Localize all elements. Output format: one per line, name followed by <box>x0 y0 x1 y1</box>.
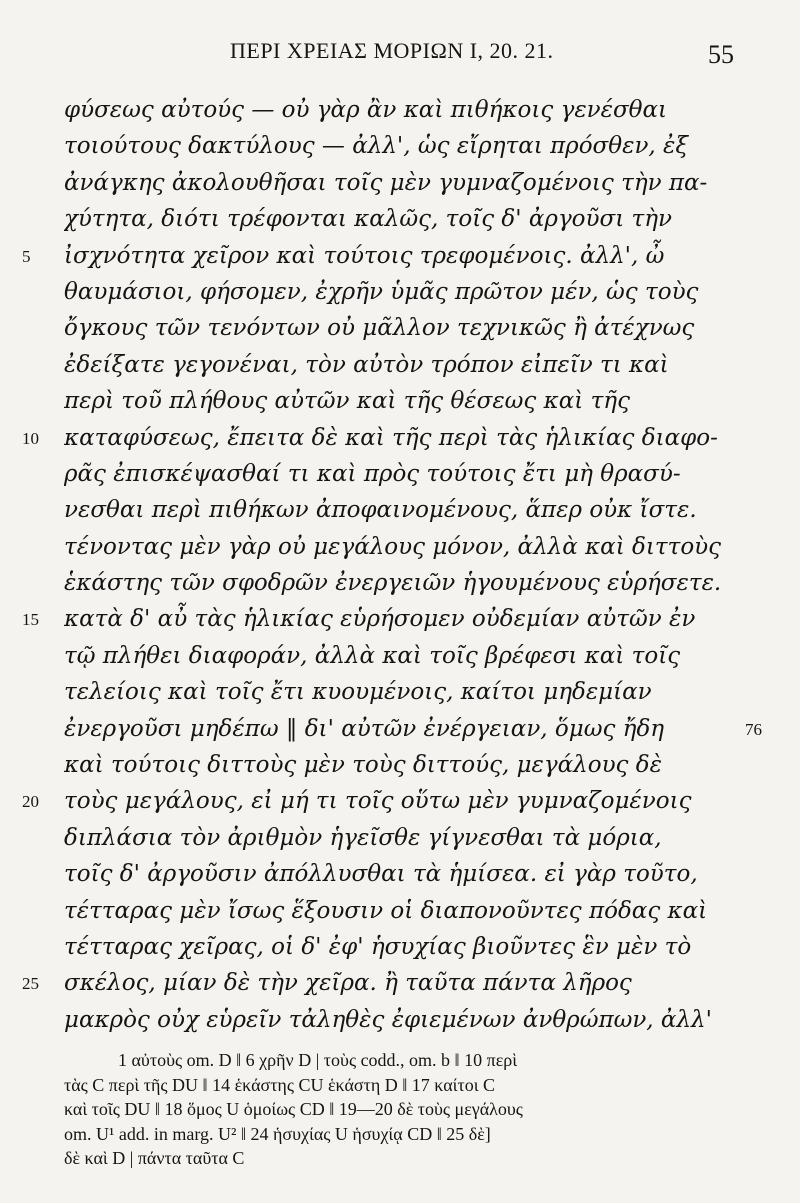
footnote-line <box>0 1073 800 1098</box>
text-line <box>0 893 800 929</box>
footnote-line <box>0 1048 800 1073</box>
line-text: ἀνάγκης ἀκολουθῆσαι τοῖς μὲν γυμναζομένοις τὴν πα- <box>64 169 708 196</box>
text-line <box>0 929 800 965</box>
text-line <box>0 492 800 528</box>
text-line <box>0 747 800 783</box>
line-text: ἑκάστης τῶν σφοδρῶν ἐνεργειῶν ἡγουμένους εὑρήσετε. <box>64 570 722 597</box>
text-line <box>0 529 800 565</box>
line-text: τέτταρας μὲν ἴσως ἕξουσιν οἱ διαπονοῦντες πόδας καὶ <box>64 897 708 924</box>
text-line <box>0 674 800 710</box>
line-number: 15 <box>22 610 39 630</box>
margin-reference: 76 <box>745 719 762 739</box>
line-text: τοὺς μεγάλους, εἰ μή τι τοῖς οὕτω μὲν γυμναζομένοις <box>64 788 692 815</box>
footnote-text: δὲ καὶ D | πάντα ταῦτα C <box>64 1148 245 1168</box>
line-text: τοῖς δ' ἀργοῦσιν ἀπόλλυσθαι τὰ ἡμίσεα. εἰ γὰρ τοῦτο, <box>64 861 698 888</box>
critical-apparatus <box>0 1048 800 1171</box>
footnote-text: τὰς C περὶ τῆς DU ‖ 14 ἑκάστης CU ἑκάστη D ‖ 17 καίτοι C <box>64 1074 496 1095</box>
line-number: 5 <box>22 246 31 266</box>
footnote-text: om. U¹ add. in marg. U² ‖ 24 ἡσυχίας U ἡσυχίᾳ CD ‖ 25 δὲ] <box>64 1123 491 1144</box>
text-line <box>0 711 800 747</box>
line-text: κατὰ δ' αὖ τὰς ἡλικίας εὑρήσομεν οὐδεμίαν αὐτῶν ἐν <box>64 606 696 633</box>
line-text: διπλάσια τὸν ἀριθμὸν ἡγεῖσθε γίγνεσθαι τὰ μόρια, <box>64 824 662 851</box>
text-line <box>0 420 800 456</box>
line-text: τελείοις καὶ τοῖς ἔτι κυουμένοις, καίτοι μηδεμίαν <box>64 679 652 706</box>
line-number: 25 <box>22 974 39 994</box>
line-text: τένοντας μὲν γὰρ οὐ μεγάλους μόνον, ἀλλὰ καὶ διττοὺς <box>64 533 722 560</box>
footnote-line <box>0 1122 800 1147</box>
text-line <box>0 601 800 637</box>
line-number: 10 <box>22 428 39 448</box>
text-line <box>0 310 800 346</box>
text-line <box>0 238 800 274</box>
line-text: ρᾶς ἐπισκέψασθαί τι καὶ πρὸς τούτοις ἔτι μὴ θρασύ- <box>64 460 681 487</box>
line-text: ἐνεργοῦσι μηδέπω ‖ δι' αὐτῶν ἐνέργειαν, ὅμως ἤδη <box>64 715 665 742</box>
line-text: καταφύσεως, ἔπειτα δὲ καὶ τῆς περὶ τὰς ἡλικίας διαφο- <box>64 424 718 451</box>
line-text: καὶ τούτοις διττοὺς μὲν τοὺς διττούς, μεγάλους δὲ <box>64 752 662 779</box>
line-text: φύσεως αὐτούς — οὐ γὰρ ἂν καὶ πιθήκοις γενέσθαι <box>64 97 668 123</box>
line-text: χύτητα, διότι τρέφονται καλῶς, τοῖς δ' ἀργοῦσι τὴν <box>64 206 673 233</box>
line-text: ἰσχνότητα χεῖρον καὶ τούτοις τρεφομένοις. ἀλλ', ὦ <box>64 242 665 269</box>
footnote-line <box>0 1097 800 1122</box>
footnote-text: 1 αὐτοὺς om. D ‖ 6 χρῆν D | τοὺς codd., om. b ‖ 10 περὶ <box>118 1050 518 1070</box>
text-line <box>0 383 800 419</box>
line-text: σκέλος, μίαν δὲ τὴν χεῖρα. ἢ ταῦτα πάντα λῆρος <box>64 970 632 997</box>
footnote-line <box>0 1146 800 1171</box>
line-text: περὶ τοῦ πλήθους αὐτῶν καὶ τῆς θέσεως καὶ τῆς <box>64 388 630 415</box>
text-line <box>0 128 800 164</box>
text-line <box>0 638 800 674</box>
line-text: ὄγκους τῶν τενόντων οὐ μᾶλλον τεχνικῶς ἢ ἀτέχνως <box>64 315 695 342</box>
text-line <box>0 1002 800 1038</box>
text-line <box>0 201 800 237</box>
text-line <box>0 92 800 128</box>
running-title: ΠΕΡΙ ΧΡΕΙΑΣ ΜΟΡΙΩΝ Ι, 20. 21. <box>230 38 554 63</box>
main-text <box>0 92 800 1038</box>
page-header <box>0 38 800 78</box>
text-line <box>0 347 800 383</box>
line-text: θαυμάσιοι, φήσομεν, ἐχρῆν ὑμᾶς πρῶτον μέν, ὡς τοὺς <box>64 278 699 305</box>
line-text: τῷ πλήθει διαφοράν, ἀλλὰ καὶ τοῖς βρέφεσι καὶ τοῖς <box>64 642 681 669</box>
line-text: νεσθαι περὶ πιθήκων ἀποφαινομένους, ἅπερ οὐκ ἴστε. <box>64 497 697 524</box>
text-line <box>0 274 800 310</box>
line-number: 20 <box>22 792 39 812</box>
text-line <box>0 565 800 601</box>
line-text: τέτταρας χεῖρας, οἱ δ' ἐφ' ἡσυχίας βιοῦντες ἓν μὲν τὸ <box>64 933 692 960</box>
line-text: ἐδείξατε γεγονέναι, τὸν αὐτὸν τρόπον εἰπεῖν τι καὶ <box>64 351 669 378</box>
text-line <box>0 820 800 856</box>
footnote-text: καὶ τοῖς DU ‖ 18 ὅμος U ὁμοίως CD ‖ 19—20 δὲ τοὺς μεγάλους <box>64 1099 523 1119</box>
text-line <box>0 165 800 201</box>
text-line <box>0 456 800 492</box>
line-text: μακρὸς οὐχ εὑρεῖν τἀληθὲς ἐφιεμένων ἀνθρώπων, ἀλλ' <box>64 1006 712 1033</box>
text-line <box>0 856 800 892</box>
text-line <box>0 783 800 819</box>
page-number: 55 <box>708 40 734 69</box>
text-line <box>0 965 800 1001</box>
line-text: τοιούτους δακτύλους — ἀλλ', ὡς εἴρηται πρόσθεν, ἐξ <box>64 133 689 160</box>
